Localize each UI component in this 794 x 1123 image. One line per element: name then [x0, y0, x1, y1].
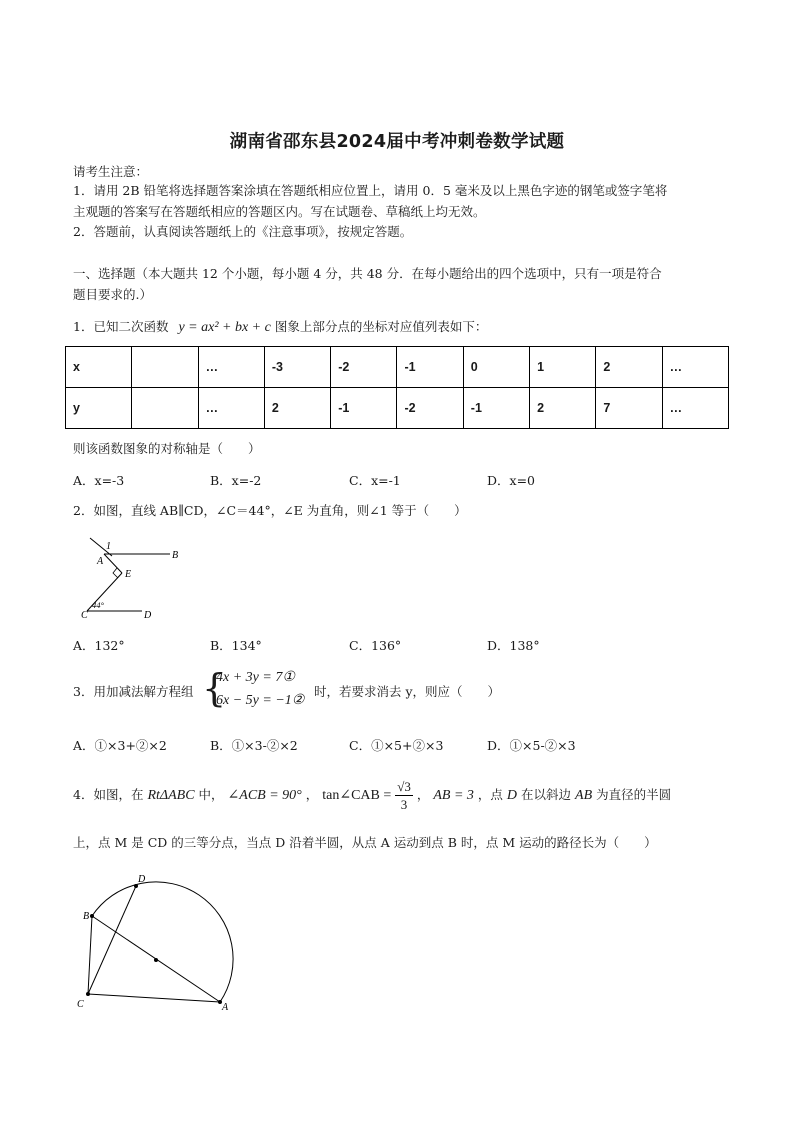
q4-fraction-den: 3: [400, 797, 408, 812]
notice-item-2: 2．答题前，认真阅读答题纸上的《注意事项》，按规定答题。: [73, 224, 413, 239]
q3-equation-2: 6x − 5y = −1②: [216, 693, 305, 708]
q4-ab2: AB: [575, 788, 593, 803]
q3-option-d[interactable]: D．①×5-②×3: [487, 738, 576, 753]
q4-segment-bc: [88, 916, 92, 994]
q4-point-d: D: [506, 788, 518, 803]
table-cell: …: [198, 347, 264, 388]
q4-fraction-num: √3: [397, 779, 411, 794]
table-cell: -1: [463, 388, 529, 429]
q2-option-c[interactable]: C．136°: [349, 638, 402, 653]
q2-label-c: C: [81, 610, 88, 621]
q2-option-d[interactable]: D．138°: [487, 638, 540, 653]
section-heading-b: 题目要求的.）: [73, 287, 152, 302]
notice-heading: 请考生注意：: [73, 164, 149, 179]
q4-text-7: 为直径的半圆: [596, 787, 672, 802]
q4-text-3: ，: [305, 787, 319, 802]
table-cell: …: [662, 388, 728, 429]
table-cell: …: [198, 388, 264, 429]
document-title: 湖南省邵东县2024届中考冲刺卷数学试题: [229, 132, 565, 152]
q1-prefix: 1．已知二次函数: [73, 319, 169, 334]
q2-option-a[interactable]: A．132°: [73, 638, 125, 653]
q3-option-b[interactable]: B．①×3-②×2: [210, 738, 298, 753]
q1-formula: y = ax² + bx + c: [178, 320, 271, 335]
section-heading-a: 一、选择题（本大题共 12 个小题，每小题 4 分，共 48 分．在每小题给出的四个选项中，只有一项是符合: [73, 266, 662, 281]
q2-right-angle-mark: [113, 568, 118, 578]
q4-fraction: [395, 778, 413, 813]
table-cell: 7: [596, 388, 662, 429]
table-cell: -1: [331, 388, 397, 429]
q4-tan: tan∠CAB =: [322, 788, 392, 803]
q3-option-c[interactable]: C．①×5+②×3: [349, 738, 444, 753]
q1-suffix: 图象上部分点的坐标对应值列表如下：: [274, 319, 488, 334]
q3-suffix: 时，若要求消去 y，则应（ ）: [314, 684, 501, 699]
q2-option-b[interactable]: B．134°: [210, 638, 262, 653]
q4-text-4: ，: [416, 787, 430, 802]
table-row: [66, 347, 729, 388]
q4-label-b: B: [83, 911, 90, 922]
q3-option-a[interactable]: A．①×3+②×2: [73, 738, 167, 753]
q2-label-b: B: [172, 550, 179, 561]
table-cell: 2: [264, 388, 330, 429]
table-cell: 1: [530, 347, 596, 388]
q2-label-a: A: [97, 556, 104, 567]
q1-stem: [73, 318, 487, 336]
q1-question: 则该函数图象的对称轴是（ ）: [73, 441, 261, 456]
table-cell: y: [66, 388, 132, 429]
notice-item-1b: 主观题的答案写在答题纸相应的答题区内。写在试题卷、草稿纸上均无效。: [73, 204, 486, 219]
q4-angle: ∠ACB = 90°: [227, 788, 302, 803]
q4-segment-cd: [88, 886, 136, 994]
q2-segment-ae: [104, 554, 122, 573]
table-cell: -1: [397, 347, 463, 388]
q1-option-d[interactable]: D．x=0: [487, 473, 535, 488]
table-cell: -2: [331, 347, 397, 388]
q2-label-e: E: [125, 569, 132, 580]
q2-figure: [82, 532, 192, 624]
q4-label-c: C: [77, 999, 84, 1010]
q4-center-dot: [154, 958, 158, 962]
q1-option-b[interactable]: B．x=-2: [210, 473, 262, 488]
q1-option-c[interactable]: C．x=-1: [349, 473, 401, 488]
table-cell: …: [662, 347, 728, 388]
q2-angle-label: 44°: [92, 600, 104, 610]
q4-label-d: D: [138, 874, 146, 885]
table-cell: 0: [463, 347, 529, 388]
q3-equation-1: 4x + 3y = 7①: [216, 670, 295, 685]
q4-stem-line-1: [73, 778, 671, 813]
q4-point-b-dot: [90, 914, 94, 918]
table-cell: -3: [264, 347, 330, 388]
notice-item-1a: 1．请用 2B 铅笔将选择题答案涂填在答题纸相应位置上，请用 0．5 毫米及以上黑色字迹的钢笔或签字笔将: [73, 183, 668, 198]
q2-label-d: D: [144, 610, 152, 621]
q4-semicircle: [92, 882, 233, 1002]
q4-text-1: 4．如图，在: [73, 787, 144, 802]
table-cell: [132, 347, 198, 388]
q3-brace: {: [202, 666, 227, 710]
table-cell: 2: [530, 388, 596, 429]
table-row: [66, 388, 729, 429]
table-cell: -2: [397, 388, 463, 429]
q4-ab: AB = 3: [433, 788, 474, 803]
q4-point-c-dot: [86, 992, 90, 996]
q3-prefix: 3．用加减法解方程组: [73, 684, 194, 699]
q4-figure: [72, 868, 252, 1018]
q4-text-5: ，点: [477, 787, 503, 802]
table-cell: x: [66, 347, 132, 388]
q2-stem: 2．如图，直线 AB∥CD，∠C＝44°，∠E 为直角，则∠1 等于（ ）: [73, 503, 467, 518]
q4-text-2: 中，: [198, 787, 224, 802]
table-cell: [132, 388, 198, 429]
q1-option-a[interactable]: A．x=-3: [73, 473, 125, 488]
q1-value-table: [65, 346, 729, 429]
table-cell: 2: [596, 347, 662, 388]
q4-segment-ca: [88, 994, 220, 1002]
q4-triangle: RtΔABC: [147, 788, 195, 803]
q4-text-6: 在以斜边: [521, 787, 572, 802]
q4-label-a: A: [222, 1002, 229, 1013]
q2-label-1: 1: [106, 541, 111, 552]
q4-stem-line-2: 上，点 M 是 CD 的三等分点，当点 D 沿着半圆，从点 A 运动到点 B 时，点 M 运动的路径长为（ ）: [73, 835, 657, 850]
